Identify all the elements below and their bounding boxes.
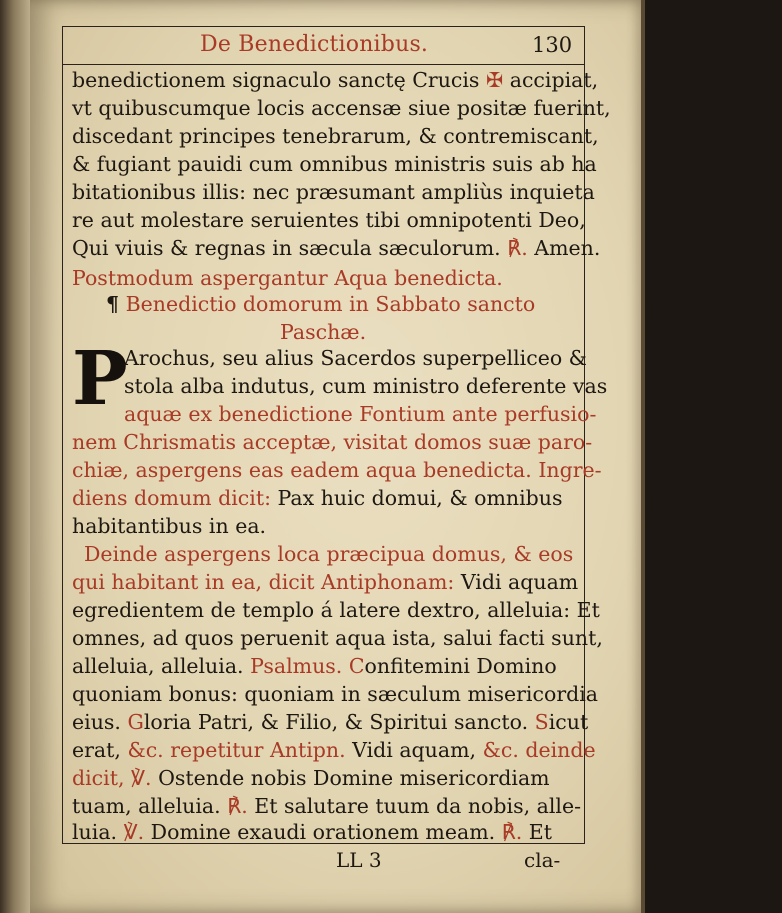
versicle-symbol: ℣. <box>131 766 152 790</box>
text-line-5: bitationibus illis: nec præsumant ampliùs inquieta <box>72 180 595 204</box>
text-segment: Et <box>528 820 552 844</box>
red-initial: S <box>534 710 549 734</box>
red-cross-icon: ✠ <box>486 68 504 92</box>
text-line-8 <box>72 568 579 596</box>
text-segment: accipiat, <box>509 68 599 92</box>
rubric-segment: qui habitant in ea, dicit Antiphonam: <box>72 570 455 594</box>
text-segment: Et salutare tuum da nobis, alle- <box>254 794 582 818</box>
red-initial: G <box>127 710 144 734</box>
text-segment: alleluia, alleluia. <box>72 654 244 678</box>
text-line-6: re aut molestare seruientes tibi omnipotenti Deo, <box>72 208 586 232</box>
text-segment: Qui viuis & regnas in sæcula sæculorum. <box>72 236 501 260</box>
text-line-p1: Arochus, seu alius Sacerdos superpelliceo & <box>124 346 587 370</box>
text-segment: Domine exaudi orationem meam. <box>150 820 496 844</box>
rubric-segment: Psalmus. <box>250 654 343 678</box>
versicle-symbol: ℣. <box>123 820 145 844</box>
drop-cap: P <box>72 336 128 422</box>
rubric-line-2: Deinde aspergens loca præcipua domus, & eos <box>84 542 574 566</box>
text-segment: Ostende nobis Domine misericordiam <box>158 766 550 790</box>
text-segment: luia. <box>72 820 118 844</box>
text-line-p2: stola alba indutus, cum ministro deferente vas <box>124 374 608 398</box>
text-line-16 <box>72 792 582 820</box>
text-segment: Pax huic domui, & omnibus <box>277 486 563 510</box>
text-line-2: vt quibuscumque locis accensæ siue positæ fuerint, <box>72 96 611 120</box>
text-line-10: omnes, ad quos peruenit aqua ista, salui facti sunt, <box>72 626 603 650</box>
text-line-p5: chiæ, aspergens eas eadem aqua benedicta. Ingre- <box>72 458 602 482</box>
rubric-line-1: Postmodum aspergantur Aqua benedicta. <box>72 266 503 290</box>
text-line-11 <box>72 652 574 680</box>
text-line-17 <box>72 818 574 846</box>
section-heading <box>106 290 608 318</box>
rubric-segment: dicit, <box>72 766 125 790</box>
rubric-segment: diens domum dicit: <box>72 486 271 510</box>
text-line-p3: aquæ ex benedictione Fontium ante perfusio- <box>124 402 597 426</box>
running-head: De Benedictionibus. <box>200 32 429 57</box>
red-initial: C <box>348 654 365 678</box>
text-line-4: & fugiant pauidi cum omnibus ministris suis ab ha <box>72 152 597 176</box>
signature-mark: LL 3 <box>336 848 382 872</box>
text-segment: icut <box>548 710 589 734</box>
heading-text: Benedictio domorum in Sabbato sancto <box>125 292 536 316</box>
text-segment: erat, <box>72 738 121 762</box>
text-line-p6 <box>72 484 574 512</box>
text-line-p7: habitantibus in ea. <box>72 514 267 538</box>
text-segment: tuam, alleluia. <box>72 794 221 818</box>
response-symbol: ℟. <box>227 794 248 818</box>
text-line-3: discedant principes tenebrarum, & contremiscant, <box>72 124 599 148</box>
text-segment: onfitemini Domino <box>364 654 557 678</box>
text-line-9: egredientem de templo á latere dextro, alleluia: Et <box>72 598 600 622</box>
frame-rule-under-head <box>62 64 584 65</box>
catchword: cla- <box>524 848 561 872</box>
text-line-p4: nem Chrismatis acceptæ, visitat domos suæ paro- <box>72 430 593 454</box>
response-symbol: ℟. <box>501 820 523 844</box>
page-edge <box>641 0 645 913</box>
text-line-1 <box>72 66 599 94</box>
text-segment: eius. <box>72 710 121 734</box>
section-heading-cont: Paschæ. <box>280 320 367 344</box>
pilcrow-icon: ¶ <box>106 292 120 316</box>
text-line-15 <box>72 764 574 792</box>
text-segment: loria Patri, & Filio, & Spiritui sancto. <box>143 710 529 734</box>
rubric-segment: &c. repetitur Antipn. <box>127 738 346 762</box>
frame-rule-top-outer <box>62 26 584 27</box>
rubric-segment: &c. deinde <box>482 738 596 762</box>
text-line-13 <box>72 708 589 736</box>
text-segment: Vidi aquam <box>460 570 579 594</box>
frame-rule-left <box>62 26 63 844</box>
text-segment: Vidi aquam, <box>352 738 477 762</box>
folio-number: 130 <box>532 33 573 57</box>
text-segment: benedictionem signaculo sanctę Crucis <box>72 68 480 92</box>
response-symbol: ℟. <box>507 236 528 260</box>
text-line-14 <box>72 736 596 764</box>
text-line-12: quoniam bonus: quoniam in sæculum misericordia <box>72 682 599 706</box>
text-segment: Amen. <box>534 236 601 260</box>
text-line-7 <box>72 234 601 262</box>
